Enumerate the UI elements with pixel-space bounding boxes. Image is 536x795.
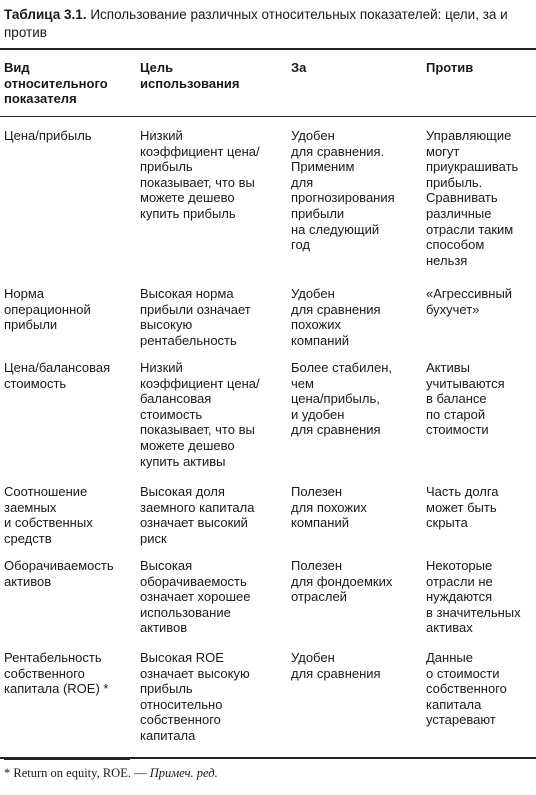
- table-cell: Полезен для фондоемких отраслей: [291, 558, 393, 605]
- footnote-editor-note: Примеч. ред.: [149, 766, 218, 780]
- table-cell: Цена/балансовая стоимость: [4, 360, 111, 391]
- table-cell: Некоторые отрасли не нуждаются в значительных активах: [426, 558, 521, 636]
- footnote: [4, 765, 218, 781]
- table-cell: Цена/прибыль: [4, 128, 92, 143]
- header-type: Вид относительного показателя: [4, 60, 108, 107]
- table-cell: Соотношение заемных и собственных средств: [4, 484, 93, 546]
- table-cell: Управляющие могут приукрашивать прибыль. Сравнивать различные отрасли таким способом нельзя: [426, 128, 519, 268]
- table-cell: Данные о стоимости собственного капитала устаревают: [426, 650, 507, 728]
- table-cell: Удобен для сравнения. Применим для прогнозирования прибыли на следующий год: [291, 128, 395, 253]
- table-cell: Активы учитываются в балансе по старой стоимости: [426, 360, 505, 438]
- table-cell: Низкий коэффициент цена/ прибыль показывает, что вы можете дешево купить прибыль: [140, 128, 260, 221]
- table-header-rule: [0, 116, 536, 117]
- header-purpose: Цель использования: [140, 60, 240, 91]
- table-cell: Высокая доля заемного капитала означает высокий риск: [140, 484, 255, 546]
- table-cell: Низкий коэффициент цена/ балансовая стоимость показывает, что вы можете дешево купить активы: [140, 360, 260, 469]
- table-cell: Более стабилен, чем цена/прибыль, и удобен для сравнения: [291, 360, 392, 438]
- header-cons: Против: [426, 60, 474, 75]
- table-cell: Высокая оборачиваемость означает хорошее использование активов: [140, 558, 251, 636]
- table-cell: «Агрессивный бухучет»: [426, 286, 513, 317]
- table-cell: Высокая ROE означает высокую прибыль относительно собственного капитала: [140, 650, 250, 743]
- table-cell: Высокая норма прибыли означает высокую рентабельность: [140, 286, 251, 348]
- table-cell: Норма операционной прибыли: [4, 286, 91, 333]
- table-cell: Часть долга может быть скрыта: [426, 484, 499, 531]
- table-cell: Удобен для сравнения: [291, 650, 381, 681]
- table-caption-text: Использование различных относительных показателей: цели, за и против: [4, 7, 508, 40]
- footnote-text: * Return on equity, ROE. —: [4, 766, 147, 780]
- table-cell: Удобен для сравнения похожих компаний: [291, 286, 381, 348]
- table-cell: Рентабельность собственного капитала (ROE) *: [4, 650, 109, 697]
- table-cell: Полезен для похожих компаний: [291, 484, 367, 531]
- table-caption-label: Таблица 3.1.: [4, 7, 87, 22]
- table-top-rule: [0, 48, 536, 50]
- header-pros: За: [291, 60, 307, 75]
- table-cell: Оборачиваемость активов: [4, 558, 114, 589]
- table-caption: [4, 6, 524, 42]
- footnote-rule: [4, 759, 130, 760]
